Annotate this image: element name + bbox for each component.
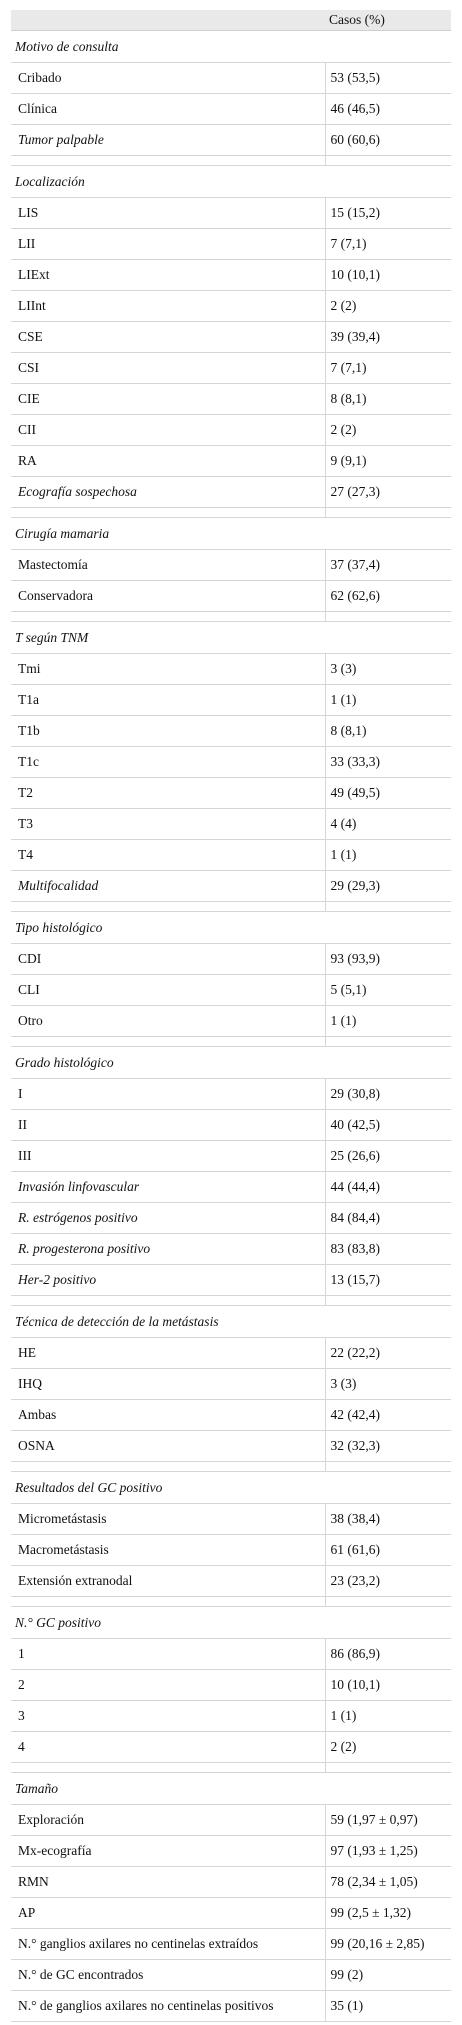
spacer-cell [11, 1296, 325, 1306]
section-header-row [11, 1472, 451, 1504]
row-label: R. progesterona positivo [11, 1234, 325, 1265]
row-label: OSNA [11, 1431, 325, 1462]
table-row [11, 63, 451, 94]
row-value: 2 (2) [325, 291, 451, 322]
row-label: Cribado [11, 63, 325, 94]
spacer-row [11, 902, 451, 912]
row-value: 5 (5,1) [325, 975, 451, 1006]
row-label: Ambas [11, 1400, 325, 1431]
row-value: 40 (42,5) [325, 1110, 451, 1141]
row-label: CSE [11, 322, 325, 353]
row-label: CDI [11, 944, 325, 975]
row-value: 4 (4) [325, 809, 451, 840]
table-row [11, 1701, 451, 1732]
section-title: T según TNM [11, 622, 451, 654]
section-header-row [11, 1607, 451, 1639]
row-label: AP [11, 1898, 325, 1929]
table-row [11, 1338, 451, 1369]
row-value: 93 (93,9) [325, 944, 451, 975]
table-row [11, 778, 451, 809]
table-row [11, 550, 451, 581]
row-label: HE [11, 1338, 325, 1369]
table-row [11, 1079, 451, 1110]
table-row [11, 229, 451, 260]
section-header-row [11, 1047, 451, 1079]
row-value: 2 (2) [325, 1732, 451, 1763]
row-value: 9 (9,1) [325, 446, 451, 477]
row-value: 3 (3) [325, 1369, 451, 1400]
table-row [11, 1172, 451, 1203]
section-title: N.° GC positivo [11, 1607, 451, 1639]
spacer-cell [325, 1597, 451, 1607]
spacer-cell [11, 508, 325, 518]
row-label: Tumor palpable [11, 125, 325, 156]
section-title: Cirugía mamaria [11, 518, 451, 550]
row-value: 59 (1,97 ± 0,97) [325, 1805, 451, 1836]
table-row [11, 1400, 451, 1431]
row-label: LIInt [11, 291, 325, 322]
row-value: 35 (1) [325, 1991, 451, 2022]
header-cell-label [11, 10, 325, 31]
section-title: Resultados del GC positivo [11, 1472, 451, 1504]
table-row [11, 716, 451, 747]
table-row [11, 1535, 451, 1566]
spacer-cell [11, 1597, 325, 1607]
spacer-cell [11, 156, 325, 166]
row-value: 23 (23,2) [325, 1566, 451, 1597]
table-row [11, 260, 451, 291]
table-row [11, 1732, 451, 1763]
row-label: T2 [11, 778, 325, 809]
row-label: LII [11, 229, 325, 260]
spacer-row [11, 1296, 451, 1306]
spacer-row [11, 1763, 451, 1773]
section-title: Técnica de detección de la metástasis [11, 1306, 451, 1338]
section-header-row [11, 1306, 451, 1338]
row-value: 1 (1) [325, 1701, 451, 1732]
row-label: 1 [11, 1639, 325, 1670]
row-label: Ecografía sospechosa [11, 477, 325, 508]
table-row [11, 1234, 451, 1265]
table-row [11, 1670, 451, 1701]
row-label: Micrometástasis [11, 1504, 325, 1535]
table-row [11, 1991, 451, 2022]
spacer-cell [325, 902, 451, 912]
table-row [11, 1006, 451, 1037]
row-label: CLI [11, 975, 325, 1006]
table-row [11, 840, 451, 871]
spacer-cell [325, 508, 451, 518]
row-value: 3 (3) [325, 654, 451, 685]
row-value: 61 (61,6) [325, 1535, 451, 1566]
table-row [11, 1141, 451, 1172]
section-title: Tamaño [11, 1773, 451, 1805]
row-value: 84 (84,4) [325, 1203, 451, 1234]
row-label: 4 [11, 1732, 325, 1763]
row-value: 46 (46,5) [325, 94, 451, 125]
row-label: Mastectomía [11, 550, 325, 581]
spacer-cell [325, 156, 451, 166]
row-value: 33 (33,3) [325, 747, 451, 778]
table-row [11, 1929, 451, 1960]
spacer-row [11, 1597, 451, 1607]
row-value: 7 (7,1) [325, 229, 451, 260]
spacer-cell [325, 1462, 451, 1472]
section-title: Motivo de consulta [11, 31, 451, 63]
table-body [11, 31, 451, 2022]
section-header-row [11, 622, 451, 654]
spacer-cell [325, 1296, 451, 1306]
spacer-row [11, 508, 451, 518]
row-value: 86 (86,9) [325, 1639, 451, 1670]
section-header-row [11, 1773, 451, 1805]
row-label: T3 [11, 809, 325, 840]
table-row [11, 871, 451, 902]
data-table [11, 10, 451, 2022]
row-label: II [11, 1110, 325, 1141]
row-value: 2 (2) [325, 415, 451, 446]
row-label: Extensión extranodal [11, 1566, 325, 1597]
section-header-row [11, 518, 451, 550]
row-label: N.° ganglios axilares no centinelas extraídos [11, 1929, 325, 1960]
table-row [11, 1566, 451, 1597]
row-value: 97 (1,93 ± 1,25) [325, 1836, 451, 1867]
row-label: Tmi [11, 654, 325, 685]
row-label: RA [11, 446, 325, 477]
row-value: 83 (83,8) [325, 1234, 451, 1265]
row-value: 62 (62,6) [325, 581, 451, 612]
table-row [11, 446, 451, 477]
table-row [11, 809, 451, 840]
table-row [11, 384, 451, 415]
row-label: RMN [11, 1867, 325, 1898]
row-label: Conservadora [11, 581, 325, 612]
spacer-cell [325, 1037, 451, 1047]
table-row [11, 1805, 451, 1836]
spacer-cell [11, 1037, 325, 1047]
row-label: IHQ [11, 1369, 325, 1400]
table-row [11, 322, 451, 353]
spacer-cell [11, 1462, 325, 1472]
table-row [11, 975, 451, 1006]
section-header-row [11, 31, 451, 63]
row-value: 53 (53,5) [325, 63, 451, 94]
row-value: 37 (37,4) [325, 550, 451, 581]
row-value: 78 (2,34 ± 1,05) [325, 1867, 451, 1898]
table-row [11, 125, 451, 156]
table-row [11, 94, 451, 125]
table-row [11, 291, 451, 322]
section-title: Localización [11, 166, 451, 198]
table-row [11, 944, 451, 975]
row-label: CSI [11, 353, 325, 384]
row-label: Clínica [11, 94, 325, 125]
row-label: Exploración [11, 1805, 325, 1836]
row-label: 3 [11, 1701, 325, 1732]
row-label: Otro [11, 1006, 325, 1037]
row-value: 27 (27,3) [325, 477, 451, 508]
table-row [11, 1960, 451, 1991]
row-value: 13 (15,7) [325, 1265, 451, 1296]
row-value: 8 (8,1) [325, 716, 451, 747]
row-label: Invasión linfovascular [11, 1172, 325, 1203]
table-row [11, 1836, 451, 1867]
row-value: 38 (38,4) [325, 1504, 451, 1535]
row-label: N.° de GC encontrados [11, 1960, 325, 1991]
table-row [11, 654, 451, 685]
spacer-row [11, 1462, 451, 1472]
table-row [11, 1369, 451, 1400]
spacer-cell [325, 612, 451, 622]
row-label: CIE [11, 384, 325, 415]
row-label: T4 [11, 840, 325, 871]
table-row [11, 1867, 451, 1898]
row-value: 32 (32,3) [325, 1431, 451, 1462]
row-value: 1 (1) [325, 1006, 451, 1037]
row-label: T1b [11, 716, 325, 747]
row-value: 29 (30,8) [325, 1079, 451, 1110]
row-value: 39 (39,4) [325, 322, 451, 353]
row-label: Multifocalidad [11, 871, 325, 902]
section-header-row [11, 912, 451, 944]
table-row [11, 747, 451, 778]
header-cell-cases: Casos (%) [325, 10, 451, 31]
row-value: 99 (2,5 ± 1,32) [325, 1898, 451, 1929]
row-label: I [11, 1079, 325, 1110]
spacer-cell [11, 612, 325, 622]
row-value: 8 (8,1) [325, 384, 451, 415]
row-value: 1 (1) [325, 685, 451, 716]
row-label: Mx-ecografía [11, 1836, 325, 1867]
section-title: Grado histológico [11, 1047, 451, 1079]
row-value: 7 (7,1) [325, 353, 451, 384]
row-value: 49 (49,5) [325, 778, 451, 809]
table-row [11, 198, 451, 229]
row-label: Her-2 positivo [11, 1265, 325, 1296]
row-value: 99 (2) [325, 1960, 451, 1991]
row-value: 10 (10,1) [325, 260, 451, 291]
table-row [11, 581, 451, 612]
table-row [11, 353, 451, 384]
section-header-row [11, 166, 451, 198]
row-value: 15 (15,2) [325, 198, 451, 229]
section-title: Tipo histológico [11, 912, 451, 944]
spacer-cell [325, 1763, 451, 1773]
table-row [11, 1110, 451, 1141]
row-value: 1 (1) [325, 840, 451, 871]
table-row [11, 1431, 451, 1462]
row-label: R. estrógenos positivo [11, 1203, 325, 1234]
row-label: N.° de ganglios axilares no centinelas positivos [11, 1991, 325, 2022]
row-label: T1c [11, 747, 325, 778]
row-value: 42 (42,4) [325, 1400, 451, 1431]
row-value: 60 (60,6) [325, 125, 451, 156]
table-row [11, 415, 451, 446]
row-label: III [11, 1141, 325, 1172]
row-value: 10 (10,1) [325, 1670, 451, 1701]
table-row [11, 1898, 451, 1929]
table-row [11, 1504, 451, 1535]
row-value: 44 (44,4) [325, 1172, 451, 1203]
table-row [11, 1639, 451, 1670]
row-label: LIExt [11, 260, 325, 291]
spacer-row [11, 1037, 451, 1047]
spacer-cell [11, 1763, 325, 1773]
table-header [11, 10, 451, 31]
row-label: Macrometástasis [11, 1535, 325, 1566]
spacer-row [11, 612, 451, 622]
row-value: 25 (26,6) [325, 1141, 451, 1172]
row-value: 29 (29,3) [325, 871, 451, 902]
row-label: 2 [11, 1670, 325, 1701]
spacer-cell [11, 902, 325, 912]
table-row [11, 1265, 451, 1296]
row-label: T1a [11, 685, 325, 716]
row-label: LIS [11, 198, 325, 229]
row-label: CII [11, 415, 325, 446]
header-row [11, 10, 451, 31]
table-row [11, 685, 451, 716]
table-row [11, 477, 451, 508]
table-row [11, 1203, 451, 1234]
row-value: 22 (22,2) [325, 1338, 451, 1369]
row-value: 99 (20,16 ± 2,85) [325, 1929, 451, 1960]
spacer-row [11, 156, 451, 166]
